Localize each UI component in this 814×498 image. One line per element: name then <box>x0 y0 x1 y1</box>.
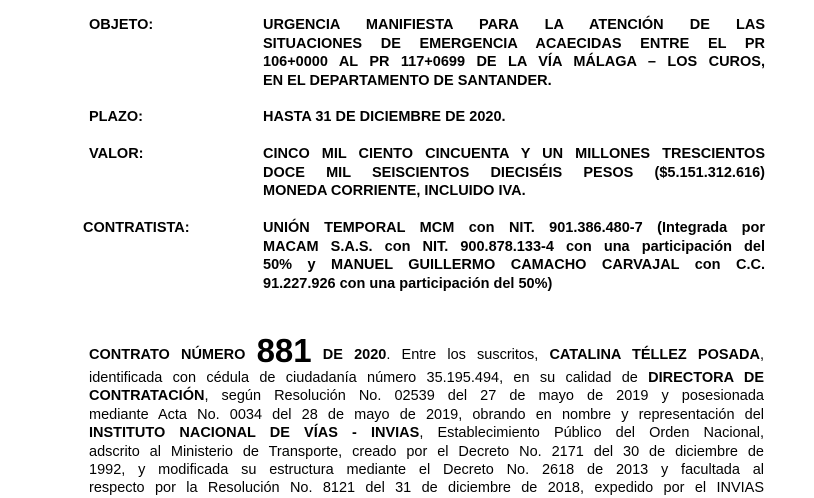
contract-paragraph <box>89 333 764 498</box>
text-line: 91.227.926 con una participación del 50%) <box>263 275 553 292</box>
text-line: 1992, y modificada su estructura mediante el Decreto No. 2618 de 2013 y facultada al <box>89 462 764 479</box>
field-label-contratista: CONTRATISTA: <box>83 220 190 236</box>
text-line: SITUACIONES DE EMERGENCIA ACAECIDAS ENTRE EL PR <box>263 35 765 52</box>
text-segment: , según Resolución No. 02539 del 27 de mayo de 2019 y posesionada <box>204 388 764 405</box>
text-line: respecto por la Resolución No. 8121 del 31 de diciembre de 2018, expedido por el INVIAS <box>89 480 764 497</box>
text-line: CINCO MIL CIENTO CINCUENTA Y UN MILLONES TRESCIENTOS <box>263 146 765 162</box>
text-line <box>89 424 764 442</box>
text-segment: , Establecimiento Público del Orden Nacional, <box>419 425 764 442</box>
text-line <box>89 369 764 387</box>
text-line: URGENCIA MANIFIESTA PARA LA ATENCIÓN DE LAS <box>263 17 765 33</box>
text-segment: , <box>759 347 764 363</box>
text-line: EN EL DEPARTAMENTO DE SANTANDER. <box>263 72 552 89</box>
contract-heading-line <box>89 333 764 369</box>
field-value-plazo <box>263 108 765 127</box>
text-line: MONEDA CORRIENTE, INCLUIDO IVA. <box>263 183 526 200</box>
signer-role-cont: CONTRATACIÓN <box>89 388 205 405</box>
contract-prefix: CONTRATO NÚMERO <box>89 347 246 363</box>
text-line: adscrito al Ministerio de Transporte, creado por el Decreto No. 2171 del 30 de diciembre de <box>89 443 764 460</box>
text-line: mediante Acta No. 0034 del 28 de mayo de 2019, obrando en nombre y representación del <box>89 406 764 423</box>
text-line: 106+0000 AL PR 117+0699 DE LA VÍA MÁLAGA – LOS CUROS, <box>263 54 765 71</box>
text-segment: identificada con cédula de ciudadanía número 35.195.494, en su calidad de <box>89 370 649 386</box>
text-line: 50% y MANUEL GUILLERMO CAMACHO CARVAJAL con C.C. <box>263 257 765 274</box>
institute-name: INSTITUTO NACIONAL DE VÍAS - INVIAS <box>89 425 420 442</box>
field-value-valor <box>263 145 765 201</box>
text-segment: . Entre los suscritos, <box>386 347 550 363</box>
field-label-valor: VALOR: <box>89 146 144 162</box>
field-label-objeto: OBJETO: <box>89 17 154 33</box>
field-label-plazo: PLAZO: <box>89 109 143 125</box>
text-line: UNIÓN TEMPORAL MCM con NIT. 901.386.480-7 (Integrada por <box>263 220 765 236</box>
text-line: DOCE MIL SEISCIENTOS DIECISÉIS PESOS ($5.151.312.616) <box>263 164 765 181</box>
text-line: HASTA 31 DE DICIEMBRE DE 2020. <box>263 109 506 125</box>
field-value-objeto <box>263 16 765 90</box>
text-line: MACAM S.A.S. con NIT. 900.878.133-4 con una participación del <box>263 238 765 255</box>
contract-year: DE 2020 <box>322 347 387 363</box>
signer-role: DIRECTORA DE <box>648 370 764 386</box>
signer-name: CATALINA TÉLLEZ POSADA <box>549 347 760 363</box>
text-line <box>89 387 764 405</box>
field-value-contratista <box>263 219 765 293</box>
contract-number: 881 <box>256 332 312 369</box>
